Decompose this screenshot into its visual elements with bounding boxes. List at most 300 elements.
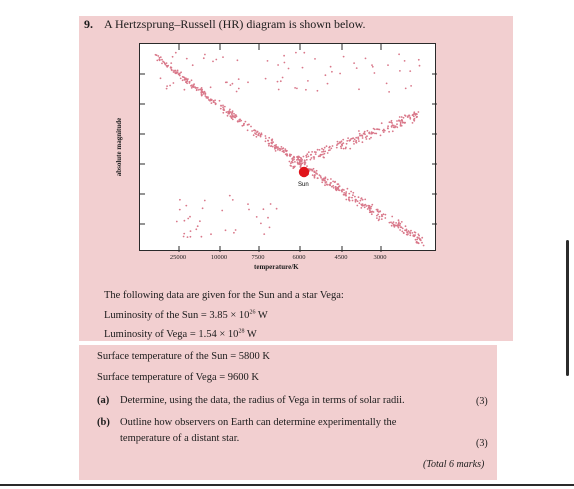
star-point [384,130,386,132]
star-point [398,120,400,122]
star-point [420,240,422,242]
star-point [417,242,419,244]
star-point [321,151,323,153]
star-point [226,111,228,113]
star-point [179,209,181,211]
star-point [350,191,352,193]
star-point [352,200,354,202]
star-point [183,236,185,238]
star-point [409,70,411,72]
star-point [228,112,230,114]
star-point [306,159,308,161]
star-point [267,60,269,62]
star-point [204,95,206,97]
star-point [269,227,271,229]
star-point [324,178,326,180]
star-point [277,146,279,148]
star-point [187,218,189,220]
star-point [275,144,277,146]
star-point [302,67,304,69]
star-point [311,151,313,153]
star-point [343,194,345,196]
star-point [365,204,367,206]
star-point [180,78,182,80]
star-point [360,198,362,200]
star-point [201,92,203,94]
star-point [176,221,178,223]
star-point [255,133,257,135]
x-tick-label: 10000 [210,254,228,261]
total-marks: (Total 6 marks) [423,459,485,470]
part-b-marks: (3) [476,438,488,449]
star-point [227,115,229,117]
star-point [392,223,394,225]
star-point [230,115,232,117]
star-point [403,117,405,119]
star-point [317,177,319,179]
star-point [419,65,421,67]
star-point [297,161,299,163]
star-point [340,147,342,149]
star-point [276,208,278,210]
star-point [231,116,233,118]
star-point [220,105,222,107]
star-point [222,56,224,58]
star-point [155,54,157,56]
star-point [388,91,390,93]
star-point [183,233,185,235]
sun-luminosity: Luminosity of the Sun = $3.85 \times 10^{26}$ W [104,309,268,321]
star-point [184,79,186,81]
star-point [292,167,294,169]
star-point [378,220,380,222]
star-point [187,236,189,238]
star-point [398,223,400,225]
star-point [176,72,178,74]
star-point [323,149,325,151]
vertical-scrollbar[interactable] [566,240,569,376]
star-point [328,150,330,152]
star-point [166,62,168,64]
star-point [201,95,203,97]
star-point [376,128,378,130]
star-point [333,187,335,189]
star-point [317,90,319,92]
star-point [225,82,227,84]
star-point [280,80,282,82]
star-point [190,236,192,238]
vega-temperature: Surface temperature of Vega = 9600 K [97,372,260,383]
star-point [391,225,393,227]
star-point [339,189,341,191]
sun-temperature: Surface temperature of the Sun = 5800 K [97,351,270,362]
star-point [177,70,179,72]
star-point [204,54,206,56]
star-point [166,88,168,90]
star-point [306,156,308,158]
x-tick-label: 6000 [292,254,306,261]
star-point [304,159,306,161]
star-point [164,63,166,65]
star-point [191,79,193,81]
star-point [212,61,214,63]
sun-label: Sun [298,182,309,188]
star-point [283,55,285,57]
star-point [236,91,238,93]
star-point [288,68,290,70]
star-point [399,70,401,72]
star-point [340,146,342,148]
star-point [414,118,416,120]
x-tick-label: 3000 [373,254,387,261]
star-point [372,211,374,213]
star-point [358,130,360,132]
star-point [182,76,184,78]
star-point [391,126,393,128]
star-point [284,148,286,150]
hr-diagram-svg [140,44,437,252]
star-point [386,83,388,85]
star-point [355,199,357,201]
star-point [319,149,321,151]
star-point [370,206,372,208]
x-tick-label: 25000 [169,254,187,261]
star-point [162,61,164,63]
star-point [326,181,328,183]
star-point [190,230,192,232]
star-point [325,176,327,178]
star-point [405,225,407,227]
star-point [369,138,371,140]
star-point [353,143,355,145]
star-point [363,132,365,134]
star-point [232,110,234,112]
star-point [191,84,193,86]
star-point [352,194,354,196]
star-point [235,114,237,116]
star-point [290,154,292,156]
star-point [247,81,249,83]
star-point [215,102,217,104]
star-point [197,225,199,227]
star-point [224,106,226,108]
star-point [213,101,215,103]
star-point [193,83,195,85]
star-point [407,231,409,233]
star-point [325,74,327,76]
star-point [200,89,202,91]
star-point [337,187,339,189]
star-point [257,134,259,136]
star-point [271,139,273,141]
star-point [204,93,206,95]
star-point [400,123,402,125]
star-point [354,196,356,198]
star-point [366,135,368,137]
star-point [362,199,364,201]
star-point [179,74,181,76]
star-point [219,100,221,102]
star-point [175,70,177,72]
part-b-text-line2: temperature of a distant star. [120,433,240,444]
star-point [192,64,194,66]
star-point [404,60,406,62]
sun-marker [299,167,309,177]
star-point [203,57,205,59]
star-point [371,213,373,215]
star-point [232,83,234,85]
star-point [312,174,314,176]
star-point [314,151,316,153]
star-point [398,53,400,55]
star-point [383,131,385,133]
star-point [353,62,355,64]
star-point [349,148,351,150]
star-point [301,159,303,161]
part-a-text: Determine, using the data, the radius of Vega in terms of solar radii. [120,395,405,406]
star-point [189,81,191,83]
star-point [411,232,413,234]
star-point [348,199,350,201]
data-intro: The following data are given for the Sun and a star Vega: [104,290,344,301]
star-point [348,193,350,195]
star-point [352,192,354,194]
star-point [314,175,316,177]
star-point [353,140,355,142]
star-point [187,78,189,80]
star-point [263,233,265,235]
star-point [372,132,374,134]
star-point [238,88,240,90]
star-point [311,169,313,171]
star-point [358,140,360,142]
star-point [371,64,373,66]
star-point [225,229,227,231]
star-point [196,87,198,89]
star-point [394,225,396,227]
star-point [256,131,258,133]
star-point [329,184,331,186]
star-point [387,125,389,127]
star-point [243,124,245,126]
star-point [383,213,385,215]
star-point [247,129,249,131]
star-point [179,199,181,201]
star-point [182,79,184,81]
star-point [369,209,371,211]
star-point [418,59,420,61]
star-point [239,121,241,123]
star-point [305,89,307,91]
star-point [336,147,338,149]
star-point [401,221,403,223]
star-point [278,148,280,150]
star-point [367,205,369,207]
star-point [290,165,292,167]
star-point [233,232,235,234]
star-point [308,151,310,153]
star-point [378,211,380,213]
star-point [166,85,168,87]
star-point [360,200,362,202]
star-point [414,231,416,233]
star-point [230,84,232,86]
star-point [393,126,395,128]
star-point [362,137,364,139]
star-point [284,62,286,64]
star-point [403,122,405,124]
star-point [294,161,296,163]
star-point [305,162,307,164]
star-point [360,207,362,209]
star-point [267,140,269,142]
star-point [292,157,294,159]
star-point [372,66,374,68]
star-point [323,156,325,158]
star-point [418,235,420,237]
star-point [256,216,258,218]
x-tick-label: 4500 [334,254,348,261]
star-point [235,229,237,231]
star-point [343,148,345,150]
star-point [185,78,187,80]
star-point [286,155,288,157]
star-point [349,197,351,199]
part-b-text-line1: Outline how observers on Earth can determine experimentally the [120,417,397,428]
star-point [210,86,212,88]
star-point [332,145,334,147]
star-point [248,124,250,126]
star-point [251,130,253,132]
star-point [196,89,198,91]
star-point [169,85,171,87]
star-point [243,123,245,125]
star-point [320,177,322,179]
star-point [307,80,309,82]
question-number: 9. [84,17,93,31]
star-point [390,121,392,123]
star-point [395,222,397,224]
star-point [380,135,382,137]
star-point [396,120,398,122]
star-point [347,188,349,190]
star-point [319,154,321,156]
star-point [222,105,224,107]
star-point [400,125,402,127]
star-point [166,65,168,67]
star-points [155,52,425,247]
star-point [175,52,177,54]
star-point [330,178,332,180]
star-point [300,166,302,168]
star-point [170,62,172,64]
star-point [173,82,175,84]
star-point [282,77,284,79]
star-point [323,151,325,153]
star-point [410,230,412,232]
star-point [265,137,267,139]
star-point [362,135,364,137]
star-point [391,216,393,218]
star-point [413,112,415,114]
star-point [306,153,308,155]
star-point [277,149,279,151]
star-point [179,73,181,75]
star-point [381,122,383,124]
star-point [203,93,205,95]
part-b-label: (b) [97,417,110,428]
star-point [229,195,231,197]
star-point [313,156,315,158]
star-point [327,179,329,181]
star-point [314,58,316,60]
star-point [193,86,195,88]
star-point [398,221,400,223]
star-point [410,85,412,87]
star-point [356,67,358,69]
star-point [220,108,222,110]
star-point [237,121,239,123]
star-point [337,141,339,143]
star-point [311,157,313,159]
star-point [413,235,415,237]
star-point [379,216,381,218]
star-point [229,109,231,111]
star-point [332,181,334,183]
star-point [223,109,225,111]
star-point [232,199,234,201]
star-point [268,137,270,139]
question-intro: A Hertzsprung–Russell (HR) diagram is shown below. [104,17,366,31]
star-point [184,220,186,222]
star-point [367,208,369,210]
star-point [356,205,358,207]
star-point [296,88,298,90]
star-point [398,225,400,227]
star-point [199,220,201,222]
star-point [321,178,323,180]
star-point [389,121,391,123]
star-point [401,226,403,228]
star-point [298,156,300,158]
star-point [342,142,344,144]
star-point [313,158,315,160]
star-point [294,87,296,89]
star-point [231,113,233,115]
star-point [409,117,411,119]
star-point [233,113,235,115]
star-point [157,55,159,57]
star-point [321,181,323,183]
star-point [405,230,407,232]
star-point [370,208,372,210]
star-point [359,202,361,204]
star-point [278,89,280,91]
star-point [359,135,361,137]
star-point [405,88,407,90]
star-point [409,234,411,236]
star-point [161,63,163,65]
star-point [349,140,351,142]
star-point [161,59,163,61]
star-point [399,229,401,231]
star-point [359,133,361,135]
star-point [377,209,379,211]
star-point [326,145,328,147]
star-point [407,116,409,118]
star-point [303,52,305,54]
star-point [214,99,216,101]
